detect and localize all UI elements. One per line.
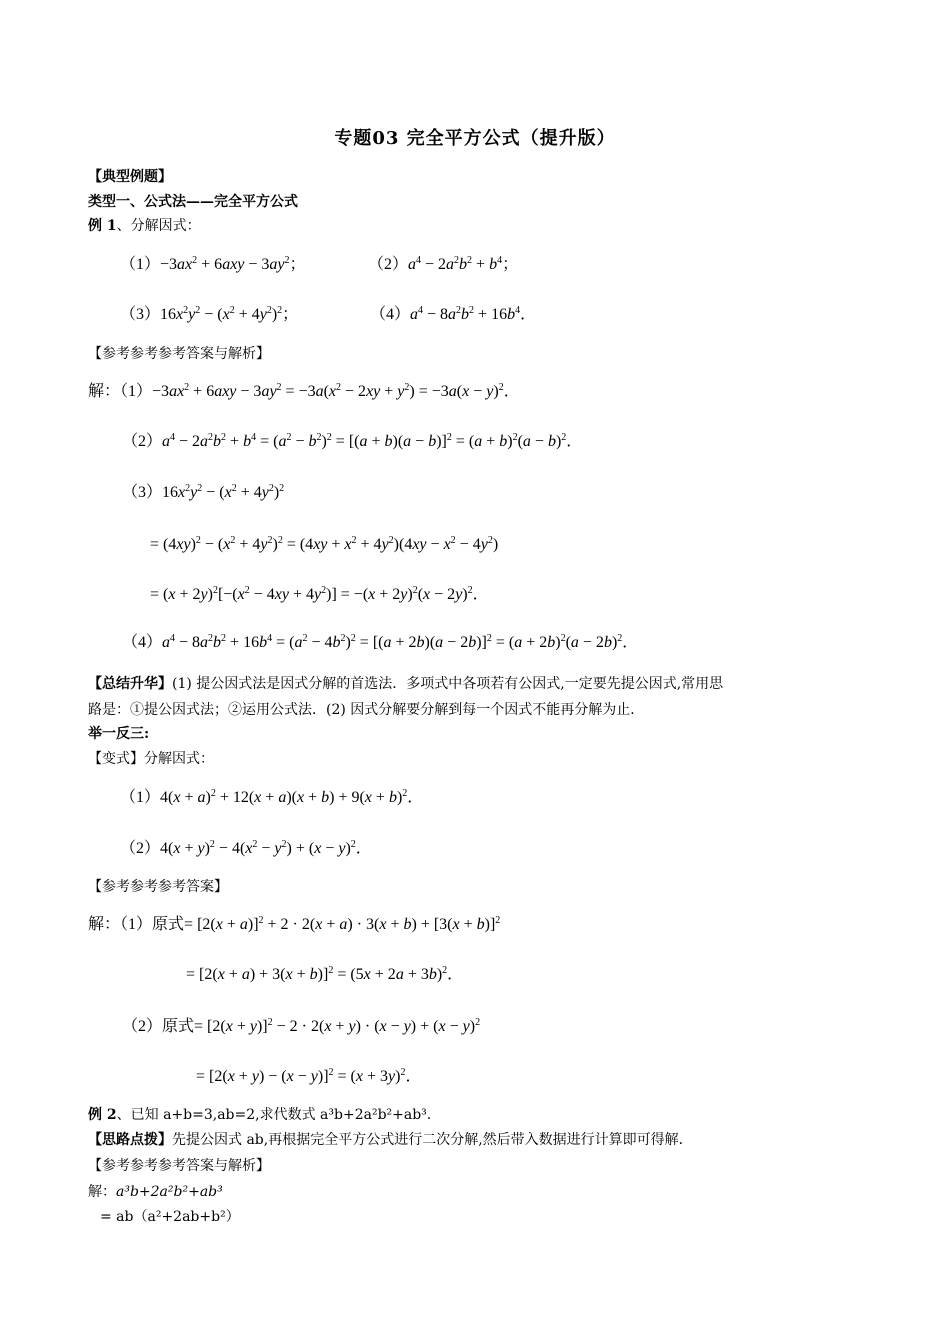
example2-prompt: 例 2、已知 a+b=3,ab=2,求代数式 a³b+2a²b²+ab³.: [88, 1107, 432, 1123]
ex1-solution-1: 解：$(1)-3ax^2 + 6axy - 3ay^2 = -3a(x^2 - 2xy + y^2) = -3a(x - y)^2$．: [88, 382, 520, 400]
example2-solution-line1: 解：a³b+2a²b²+ab³: [88, 1184, 223, 1200]
ex1-solution-3-line3: = $(x + 2y)^2[-(x^2 - 4xy + 4y^2)] = -(x + 2y)^2(x - 2y)^2$．: [150, 585, 489, 603]
ex1-solution-4: $(4)a^4 - 8a^2b^2 + 16b^4 = (a^2 - 4b^2)^2 = [(a + 2b)(a - 2b)]^2 = (a + 2b)^2(a - 2b)^2$．: [122, 633, 639, 651]
variant-solution-2-line2: = $[2(x + y) - (x - y)]^2 = (x + 3y)^2$．: [196, 1067, 422, 1085]
summary-line-2: 路是：①提公因式法；②运用公式法．(2) 因式分解要分解到每一个因式不能再分解为止．: [88, 702, 645, 718]
section-examples-heading: 【典型例题】: [88, 169, 172, 185]
variant-solution-2-line1: （2）原式= $[2(x + y)]^2 - 2 \cdot 2(x + y) \cdot (x - y) + (x - y)^2$: [122, 1017, 481, 1035]
variant-solution-1-line1: 解：（1）原式= $[2(x + a)]^2 + 2 \cdot 2(x + a) \cdot 3(x + b) + [3(x + b)]^2$: [88, 915, 501, 933]
ex1-problem-4: $(4)a^4 - 8a^2b^2 + 16b^4$．: [370, 305, 537, 323]
practice-heading: 举一反三:: [88, 726, 150, 742]
variant-solution-1-line2: = $[2(x + a) + 3(x + b)]^2 = (5x + 2a + 3b)^2$．: [186, 965, 464, 983]
type1-heading: 类型一、公式法——完全平方公式: [88, 194, 298, 210]
summary-label: 【总结升华】: [88, 676, 172, 692]
variant-label: 【变式】分解因式：: [88, 751, 214, 767]
answer-heading-3: 【参考参考参考答案与解析】: [88, 1158, 270, 1174]
ex1-solution-3-line1: $(3)16x^2y^2 - (x^2 + 4y^2)^2$: [122, 483, 285, 501]
hint-line: 【思路点拨】先提公因式 ab,再根据完全平方公式进行二次分解,然后带入数据进行计算即可得解．: [88, 1132, 693, 1148]
variant-problem-2: $(2)4(x + y)^2 - 4(x^2 - y^2) + (x - y)^2$．: [120, 839, 372, 857]
ex1-problem-2: $(2)a^4 - 2a^2b^2 + b^4$；: [368, 255, 519, 273]
example2-solution-line2: = ab（a²+2ab+b²）: [100, 1209, 240, 1225]
ex1-problem-1: $(1)-3ax^2 + 6axy - 3ay^2$；: [120, 255, 306, 273]
ex1-problem-3: $(3)16x^2y^2 - (x^2 + 4y^2)^2$；: [120, 305, 299, 323]
example1-prompt: [88, 217, 201, 235]
variant-problem-1: $(1)4(x + a)^2 + 12(x + a)(x + b) + 9(x + b)^2$．: [120, 788, 424, 806]
answer-heading-2: 【参考参考参考答案】: [88, 879, 228, 895]
ex1-solution-3-line2: = $(4xy)^2 - (x^2 + 4y^2)^2 = (4xy + x^2 + 4y^2)(4xy - x^2 - 4y^2)$: [150, 535, 499, 553]
example1-text: 、分解因式：: [116, 218, 201, 234]
page-title: 专题03 完全平方公式（提升版）: [334, 128, 616, 149]
hint-label: 【思路点拨】: [88, 1132, 172, 1148]
example2-label: 例 2: [88, 1107, 117, 1123]
summary-line-1: 【总结升华】(1) 提公因式法是因式分解的首选法．多项式中各项若有公因式,一定要先提公因式,常用思: [88, 676, 724, 692]
answer-heading-1: 【参考参考参考答案与解析】: [88, 346, 270, 362]
example1-label: 例 1: [88, 218, 117, 234]
ex1-solution-2: $(2)a^4 - 2a^2b^2 + b^4 = (a^2 - b^2)^2 = [(a + b)(a - b)]^2 = (a + b)^2(a - b)^2$．: [122, 432, 583, 450]
